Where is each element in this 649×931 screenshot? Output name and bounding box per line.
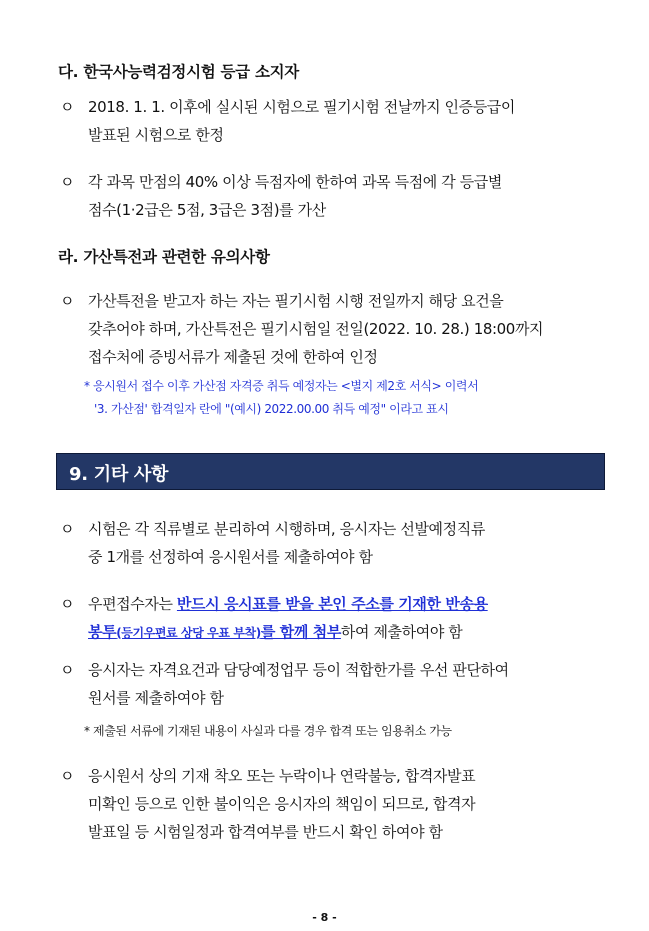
bullet-line: 중 1개를 선정하여 응시원서를 제출하여야 함 xyxy=(88,548,373,566)
note xyxy=(84,720,452,743)
emphasis-text: 반드시 응시표를 받을 본인 주소를 기재한 반송용 xyxy=(176,595,488,613)
bullet-line: 응시원서 상의 기재 착오 또는 누락이나 연락불능, 합격자발표 xyxy=(88,767,476,785)
bullet-mark: ㅇ xyxy=(60,661,75,679)
emphasis-text: 를 함께 첨부 xyxy=(260,623,341,641)
bullet-mark: ㅇ xyxy=(60,767,75,785)
note xyxy=(84,375,478,421)
page-number: - 8 - xyxy=(312,911,337,924)
section-heading-da: 다. 한국사능력검정시험 등급 소지자 xyxy=(58,63,299,81)
bullet-line: 가산특전을 받고자 하는 자는 필기시험 시행 전일까지 해당 요건을 xyxy=(88,292,504,310)
bullet-line: 2018. 1. 1. 이후에 실시된 시험으로 필기시험 전날까지 인증등급이 xyxy=(88,98,515,116)
section-heading-ra: 라. 가산특전과 관련한 유의사항 xyxy=(58,248,270,266)
section-title: 9. 기타 사항 xyxy=(69,464,169,485)
emphasis-text: (등기우편료 상당 우표 부착) xyxy=(116,626,261,640)
bullet-line: 미확인 등으로 인한 불이익은 응시자의 책임이 되므로, 합격자 xyxy=(88,795,476,813)
bullet-line: 접수처에 증빙서류가 제출된 것에 한하여 인정 xyxy=(88,348,378,366)
bullet-mark: ㅇ xyxy=(60,292,75,310)
note-line: * 응시원서 접수 이후 가산점 자격증 취득 예정자는 <별지 제2호 서식> 이력서 xyxy=(84,379,479,393)
emphasis-text: 봉투 xyxy=(88,623,117,641)
bullet-line: 응시자는 자격요건과 담당예정업무 등이 적합한가를 우선 판단하여 xyxy=(88,661,509,679)
note-line: '3. 가산점' 합격일자 란에 "(예시) 2022.00.00 취득 예정" 이라고 표시 xyxy=(94,402,449,416)
bullet-mark: ㅇ xyxy=(60,173,75,191)
bullet-line: 갖추어야 하며, 가산특전은 필기시험일 전일(2022. 10. 28.) 18:00까지 xyxy=(88,320,544,338)
bullet-mark: ㅇ xyxy=(60,595,75,613)
bullet-text: 하여 제출하여야 함 xyxy=(340,623,463,641)
bullet-text: 우편접수자는 xyxy=(88,595,177,613)
bullet-mark: ㅇ xyxy=(60,98,75,116)
bullet-line: 원서를 제출하여야 함 xyxy=(88,689,224,707)
bullet-mark: ㅇ xyxy=(60,520,75,538)
note-line: * 제출된 서류에 기재된 내용이 사실과 다를 경우 합격 또는 임용취소 가능 xyxy=(84,724,452,738)
bullet-line: 시험은 각 직류별로 분리하여 시행하며, 응시자는 선발예정직류 xyxy=(88,520,485,538)
bullet-line: 발표된 시험으로 한정 xyxy=(88,126,224,144)
section-title-bar xyxy=(56,453,605,490)
bullet-line: 각 과목 만점의 40% 이상 득점자에 한하여 과목 득점에 각 등급별 xyxy=(88,173,502,191)
bullet-line: 발표일 등 시험일정과 합격여부를 반드시 확인 하여야 함 xyxy=(88,823,443,841)
bullet-line: 점수(1·2급은 5점, 3급은 3점)를 가산 xyxy=(88,201,326,219)
